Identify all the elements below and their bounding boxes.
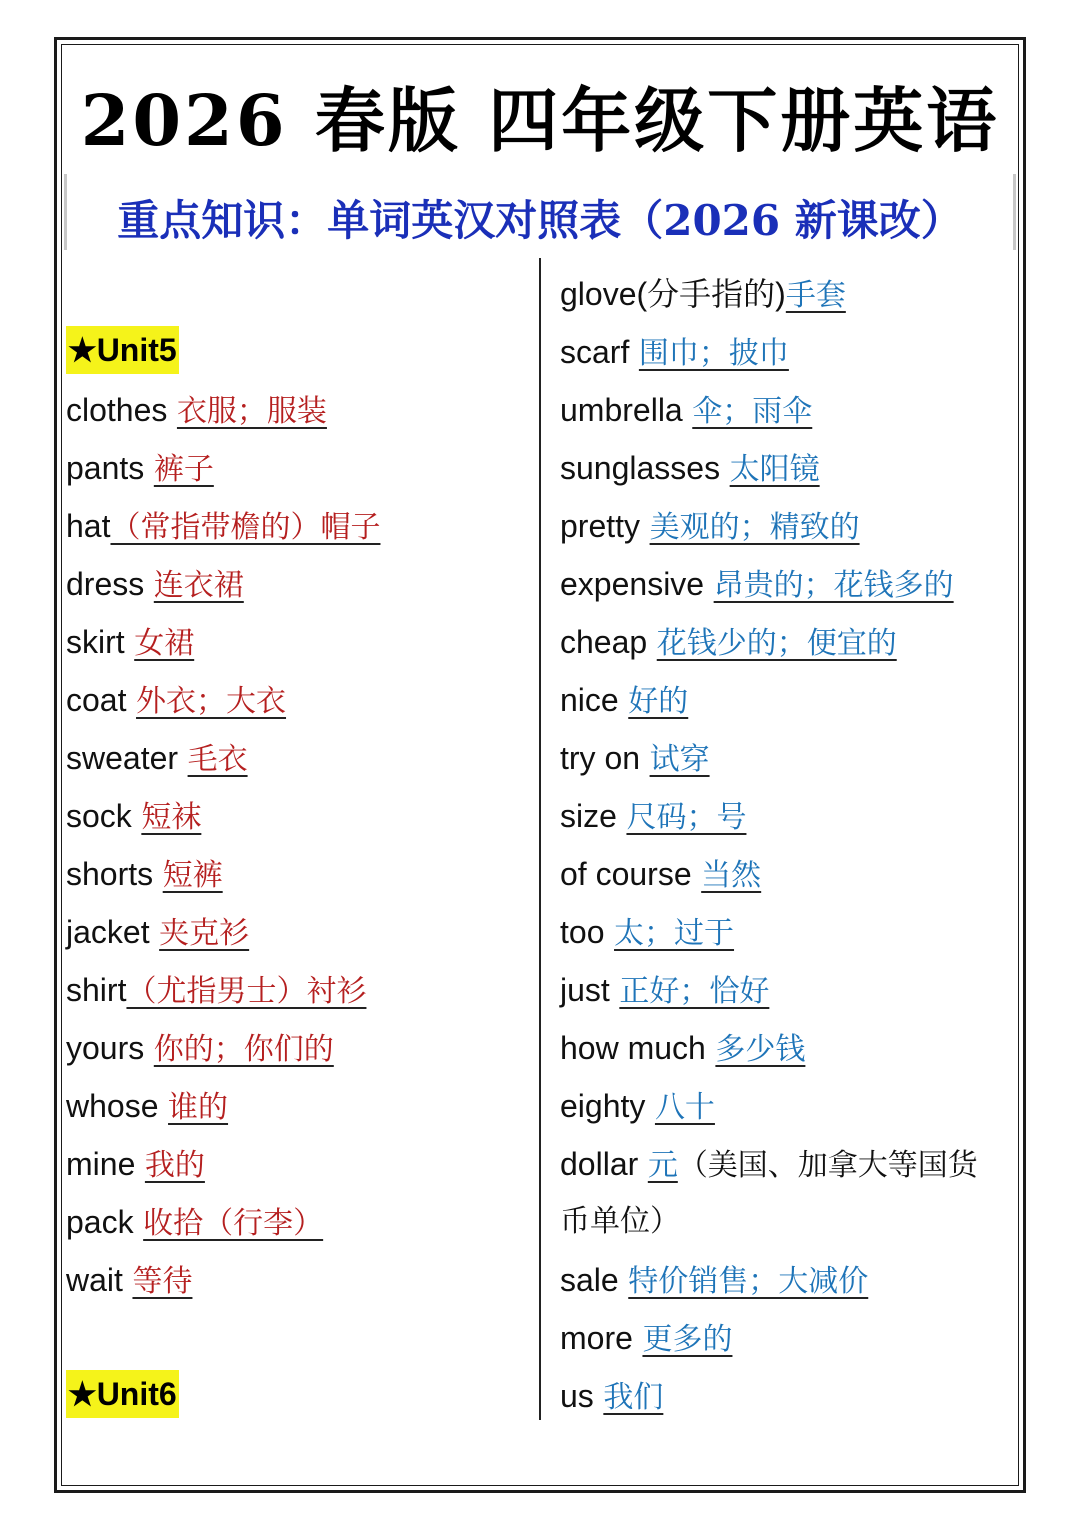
word-cn: 我的	[144, 1148, 205, 1183]
word-en: mine	[66, 1146, 136, 1182]
word-en: dollar	[560, 1146, 639, 1182]
word-row	[66, 787, 536, 845]
word-row	[560, 1367, 1020, 1425]
word-row	[66, 1135, 536, 1193]
word-cn: 衣服；服装	[176, 394, 327, 429]
word-cn: 太阳镜	[729, 452, 820, 487]
unit5-heading: ★Unit5	[66, 326, 179, 374]
word-cn: 连衣裙	[153, 568, 244, 603]
word-cn: 毛衣	[187, 742, 248, 777]
word-cn: 当然	[701, 858, 762, 893]
word-row	[560, 323, 1020, 381]
word-row	[66, 1193, 536, 1251]
word-en: shorts	[66, 856, 154, 892]
word-note-continued: 币单位）	[560, 1204, 680, 1239]
word-cn: 太；过于	[614, 916, 735, 951]
word-row	[560, 903, 1020, 961]
word-cn: 谁的	[168, 1090, 229, 1125]
word-cn: 手套	[785, 278, 846, 313]
word-row	[66, 845, 536, 903]
word-cn: 夹克衫	[159, 916, 250, 951]
word-row	[560, 265, 1020, 323]
word-en: nice	[560, 682, 619, 718]
word-cn: 试穿	[649, 742, 710, 777]
word-row	[66, 1019, 536, 1077]
word-en: pants	[66, 450, 145, 486]
word-cn: （常指带檐的）帽子	[110, 510, 381, 545]
word-row	[560, 555, 1020, 613]
word-en: how much	[560, 1030, 706, 1066]
word-cn: 你的；你们的	[153, 1032, 334, 1067]
word-cn: 外衣；大衣	[136, 684, 287, 719]
word-cn: 女裙	[134, 626, 195, 661]
word-row	[560, 1135, 1020, 1193]
word-en: clothes	[66, 392, 168, 428]
word-cn: 伞；雨伞	[692, 394, 813, 429]
word-en: umbrella	[560, 392, 683, 428]
left-column	[66, 265, 536, 1425]
unit5-row	[66, 323, 536, 381]
word-cn: 裤子	[153, 452, 214, 487]
word-en: sale	[560, 1262, 619, 1298]
unit6-row	[66, 1367, 536, 1425]
word-note: （美国、加拿大等国货	[677, 1148, 978, 1183]
word-en: sunglasses	[560, 450, 721, 486]
word-row-continued	[560, 1193, 1020, 1251]
word-row	[560, 1251, 1020, 1309]
word-en: dress	[66, 566, 145, 602]
word-cn: 尺码；号	[626, 800, 747, 835]
word-en: size	[560, 798, 617, 834]
word-cn: 我们	[603, 1380, 664, 1415]
word-en: sock	[66, 798, 132, 834]
word-row	[560, 1309, 1020, 1367]
word-row	[66, 961, 536, 1019]
word-en: skirt	[66, 624, 125, 660]
word-row	[560, 729, 1020, 787]
word-row	[560, 1019, 1020, 1077]
word-row	[560, 671, 1020, 729]
word-en: pretty	[560, 508, 641, 544]
word-cn: 更多的	[642, 1322, 733, 1357]
word-cn: 特价销售；大减价	[628, 1264, 869, 1299]
word-row	[66, 729, 536, 787]
word-cn: 短裤	[162, 858, 223, 893]
right-column	[560, 265, 1020, 1425]
word-row	[560, 961, 1020, 1019]
word-row	[560, 787, 1020, 845]
word-row	[66, 671, 536, 729]
word-row	[560, 1077, 1020, 1135]
word-cn: 元	[647, 1148, 678, 1183]
word-en: of course	[560, 856, 692, 892]
word-en: too	[560, 914, 605, 950]
word-cn: 昂贵的；花钱多的	[713, 568, 954, 603]
word-cn: （尤指男士）衬衫	[126, 974, 367, 1009]
word-row	[66, 555, 536, 613]
blank-row	[66, 265, 536, 323]
word-en: more	[560, 1320, 633, 1356]
word-cn: 短袜	[141, 800, 202, 835]
word-row	[560, 497, 1020, 555]
blank-row	[66, 1309, 536, 1367]
word-cn: 正好；恰好	[619, 974, 770, 1009]
word-row	[66, 439, 536, 497]
word-cn: 等待	[132, 1264, 193, 1299]
unit6-heading: ★Unit6	[66, 1370, 179, 1418]
page-subtitle: 重点知识：单词英汉对照表（2026 新课改）	[117, 196, 963, 245]
column-divider	[539, 258, 541, 1420]
word-row	[560, 845, 1020, 903]
word-row	[560, 439, 1020, 497]
word-en: glove(分手指的)	[560, 276, 786, 312]
word-en: pack	[66, 1204, 134, 1240]
word-cn: 八十	[654, 1090, 715, 1125]
word-en: jacket	[66, 914, 150, 950]
word-row	[560, 381, 1020, 439]
word-row	[560, 613, 1020, 671]
word-row	[66, 903, 536, 961]
word-en: just	[560, 972, 610, 1008]
word-en: shirt	[66, 972, 127, 1008]
word-en: cheap	[560, 624, 648, 660]
word-en: scarf	[560, 334, 630, 370]
word-en: eighty	[560, 1088, 646, 1124]
word-en: coat	[66, 682, 127, 718]
word-row	[66, 381, 536, 439]
word-en: sweater	[66, 740, 179, 776]
word-en: wait	[66, 1262, 123, 1298]
page-title: 2026 春版 四年级下册英语	[80, 79, 1000, 162]
word-cn: 围巾；披巾	[638, 336, 789, 371]
word-cn: 好的	[628, 684, 689, 719]
word-row	[66, 1251, 536, 1309]
word-en: expensive	[560, 566, 705, 602]
word-en: whose	[66, 1088, 159, 1124]
word-en: yours	[66, 1030, 145, 1066]
word-row	[66, 613, 536, 671]
word-en: hat	[66, 508, 111, 544]
word-cn: 美观的；精致的	[649, 510, 860, 545]
word-cn: 收拾（行李）	[143, 1206, 324, 1241]
word-row	[66, 497, 536, 555]
word-en: try on	[560, 740, 641, 776]
word-en: us	[560, 1378, 594, 1414]
word-cn: 花钱少的；便宜的	[656, 626, 897, 661]
word-row	[66, 1077, 536, 1135]
word-cn: 多少钱	[715, 1032, 806, 1067]
